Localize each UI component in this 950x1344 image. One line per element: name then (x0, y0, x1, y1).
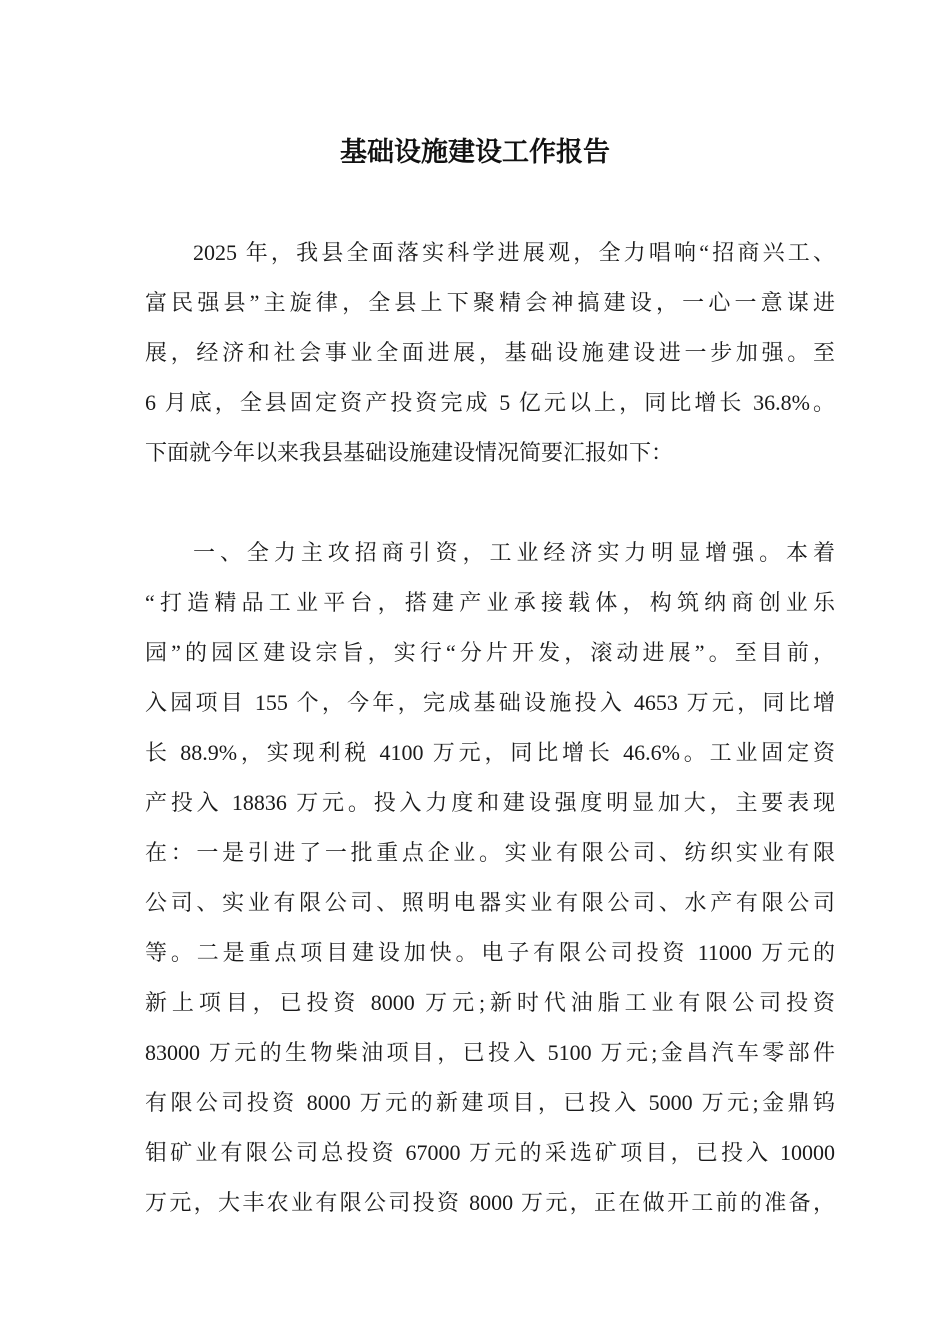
paragraph-line: 有限公司投资 8000 万元的新建项目，已投入 5000 万元;金鼎钨 (145, 1090, 835, 1115)
paragraph-line: 2025 年，我县全面落实科学进展观，全力唱响“招商兴工、 (193, 240, 835, 265)
paragraph-line: 万元，大丰农业有限公司投资 8000 万元，正在做开工前的准备， (145, 1190, 835, 1215)
paragraph-line: 下面就今年以来我县基础设施建设情况简要汇报如下： (145, 440, 674, 465)
paragraph-line: 在：一是引进了一批重点企业。实业有限公司、纺织实业有限 (145, 840, 835, 865)
paragraph-line: 新上项目，已投资 8000 万元;新时代油脂工业有限公司投资 (145, 990, 835, 1015)
paragraph-line: 公司、实业有限公司、照明电器实业有限公司、水产有限公司 (145, 890, 835, 915)
paragraph-line: 等。二是重点项目建设加快。电子有限公司投资 11000 万元的 (145, 940, 835, 965)
paragraph-line: 入园项目 155 个，今年，完成基础设施投入 4653 万元，同比增 (145, 690, 835, 715)
paragraph-line: 园”的园区建设宗旨，实行“分片开发，滚动进展”。至目前， (145, 640, 835, 665)
paragraph-intro (145, 228, 835, 478)
paragraph-line: 83000 万元的生物柴油项目，已投入 5100 万元;金昌汽车零部件 (145, 1040, 835, 1065)
paragraph-line: 一、全力主攻招商引资，工业经济实力明显增强。本着 (193, 540, 835, 565)
paragraph-line: 6 月底，全县固定资产投资完成 5 亿元以上，同比增长 36.8%。 (145, 390, 835, 415)
paragraph-line: 富民强县”主旋律，全县上下聚精会神搞建设，一心一意谋进 (145, 290, 835, 315)
paragraph-line: “打造精品工业平台，搭建产业承接载体，构筑纳商创业乐 (145, 590, 835, 615)
paragraph-line: 展，经济和社会事业全面进展，基础设施建设进一步加强。至 (145, 340, 835, 365)
paragraph-line: 钼矿业有限公司总投资 67000 万元的采选矿项目，已投入 10000 (145, 1140, 835, 1165)
paragraph-line: 产投入 18836 万元。投入力度和建设强度明显加大，主要表现 (145, 790, 835, 815)
paragraph-line: 长 88.9%，实现利税 4100 万元，同比增长 46.6%。工业固定资 (145, 740, 835, 765)
paragraph-section-one (145, 528, 835, 1228)
document-title: 基础设施建设工作报告 (340, 137, 610, 168)
